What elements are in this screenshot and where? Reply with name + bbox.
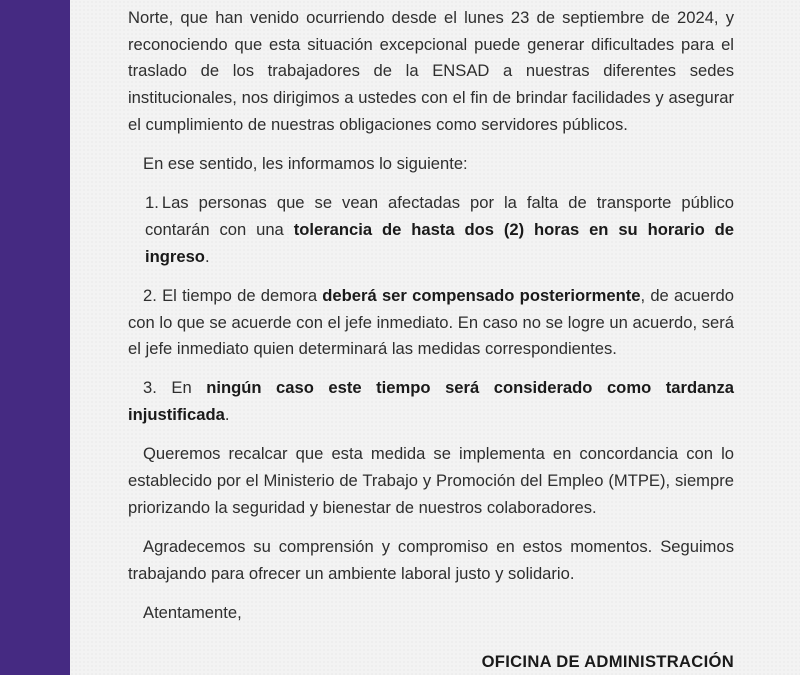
list-item-3-number: 3. — [143, 378, 157, 398]
lead-in-paragraph: En ese sentido, les informamos lo siguiente: — [143, 154, 468, 174]
intro-paragraph: Norte, que han venido ocurriendo desde el lunes 23 de septiembre de 2024, y reconociendo que esta situación excepcional puede generar dificultades para el traslado de los trabajadores de la ENSAD a nuestras diferentes sedes institucionales, nos dirigimos a ustedes con el fin de brindar facilidades y asegurar el cumplimiento de nuestras obligaciones como servidores públicos. — [128, 8, 734, 134]
list-item-2-bold: deberá ser compensado posteriormente — [322, 285, 641, 305]
mtpe-paragraph: Queremos recalcar que esta medida se implementa en concordancia con lo establecido por el Ministerio de Trabajo y Promoción del Empleo (MTPE), siempre priorizando la seguridad y bienestar de nuestros colaboradores. — [128, 444, 734, 517]
list-item-3-bold: ningún caso este tiempo será considerado como tardanza injustificada — [128, 378, 734, 425]
list-item-1-text: Las personas que se vean afectadas por la falta de transporte público contarán con una — [145, 193, 734, 239]
list-item-1 — [128, 190, 734, 270]
signature-office: OFICINA DE ADMINISTRACIÓN — [481, 652, 734, 671]
document-body — [128, 0, 734, 639]
list-item-1-number: 1. — [145, 193, 159, 213]
list-item-1-end: . — [204, 246, 210, 266]
list-item-2 — [128, 283, 734, 363]
closing-text: Atentamente, — [143, 602, 242, 622]
thanks-paragraph: Agradecemos su comprensión y compromiso en estos momentos. Seguimos trabajando para ofrecer un ambiente laboral justo y solidario. — [128, 536, 734, 583]
list-item-2-end: , de acuerdo con lo que se acuerde con el jefe inmediato. En caso no se logre un acuerdo, será el jefe inmediato quien determinará las medidas correspondientes. — [128, 285, 734, 359]
list-item-3 — [128, 375, 734, 428]
list-item-2-text: El tiempo de demora — [156, 285, 323, 305]
list-item-2-number: 2. — [143, 285, 157, 305]
list-item-3-text: En — [156, 378, 207, 398]
document-page — [70, 0, 800, 675]
purple-side-bar — [0, 0, 70, 675]
list-item-3-end: . — [224, 405, 230, 425]
list-item-1-bold: tolerancia de hasta dos (2) horas en su horario de ingreso — [145, 219, 734, 266]
